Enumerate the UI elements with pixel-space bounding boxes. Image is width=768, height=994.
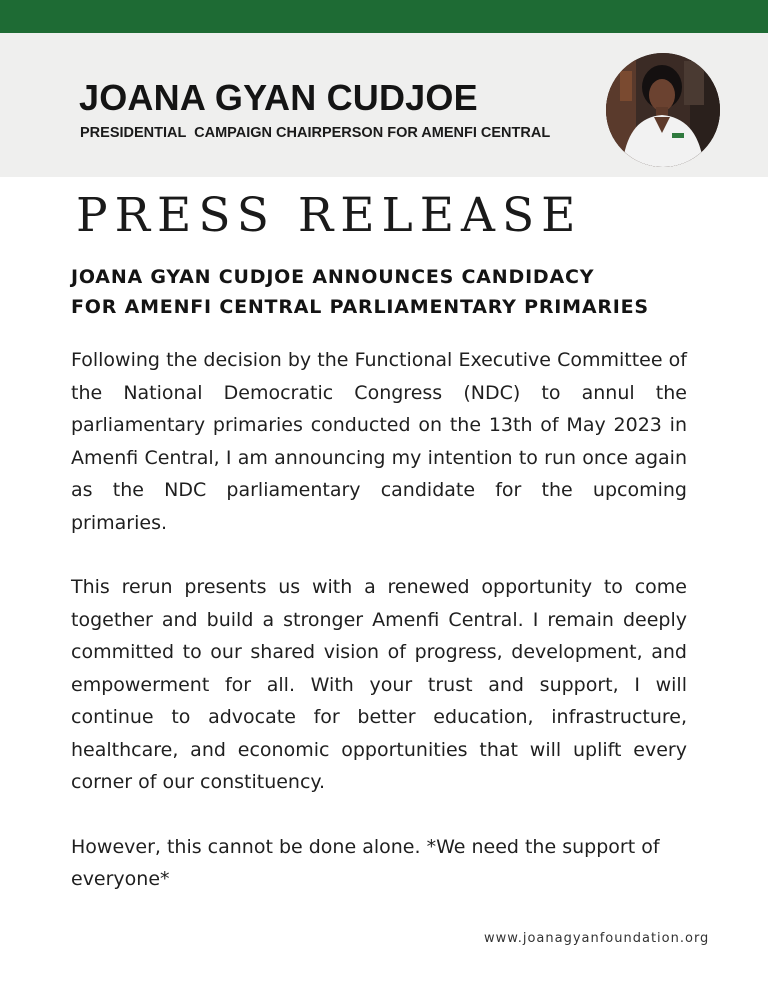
portrait-photo xyxy=(606,53,720,167)
headline xyxy=(71,262,711,322)
candidate-name: JOANA GYAN CUDJOE xyxy=(79,77,478,118)
candidate-subtitle: PRESIDENTIAL CAMPAIGN CHAIRPERSON FOR AMENFI CENTRAL xyxy=(80,125,551,141)
top-green-bar xyxy=(0,0,768,33)
headline-line-2: FOR AMENFI CENTRAL PARLIAMENTARY PRIMARIES xyxy=(71,296,649,318)
body-paragraph-1: Following the decision by the Functional Executive Committee of the National Democratic Congress (NDC) to annul the parliamentary primaries conducted on the 13th of May 2023 in Amenfi Central, I am announcing my intention to run once again as the NDC parliamentary candidate for the upcoming primaries. xyxy=(71,349,687,534)
body-paragraph-2: This rerun presents us with a renewed opportunity to come together and build a stronger Amenfi Central. I remain deeply committed to our shared vision of progress, development, and empowerment for all. With your trust and support, I will continue to advocate for better education, infrastructure, healthcare, and economic opportunities that will uplift every corner of our constituency. xyxy=(71,576,687,793)
header-banner xyxy=(0,33,768,177)
press-release-title: PRESS RELEASE xyxy=(76,188,583,243)
headline-line-1: JOANA GYAN CUDJOE ANNOUNCES CANDIDACY xyxy=(71,266,595,288)
footer-website: www.joanagyanfoundation.org xyxy=(484,931,710,946)
press-release-body xyxy=(71,344,687,896)
body-paragraph-3: However, this cannot be done alone. *We need the support of everyone* xyxy=(71,835,660,890)
avatar xyxy=(606,53,720,167)
